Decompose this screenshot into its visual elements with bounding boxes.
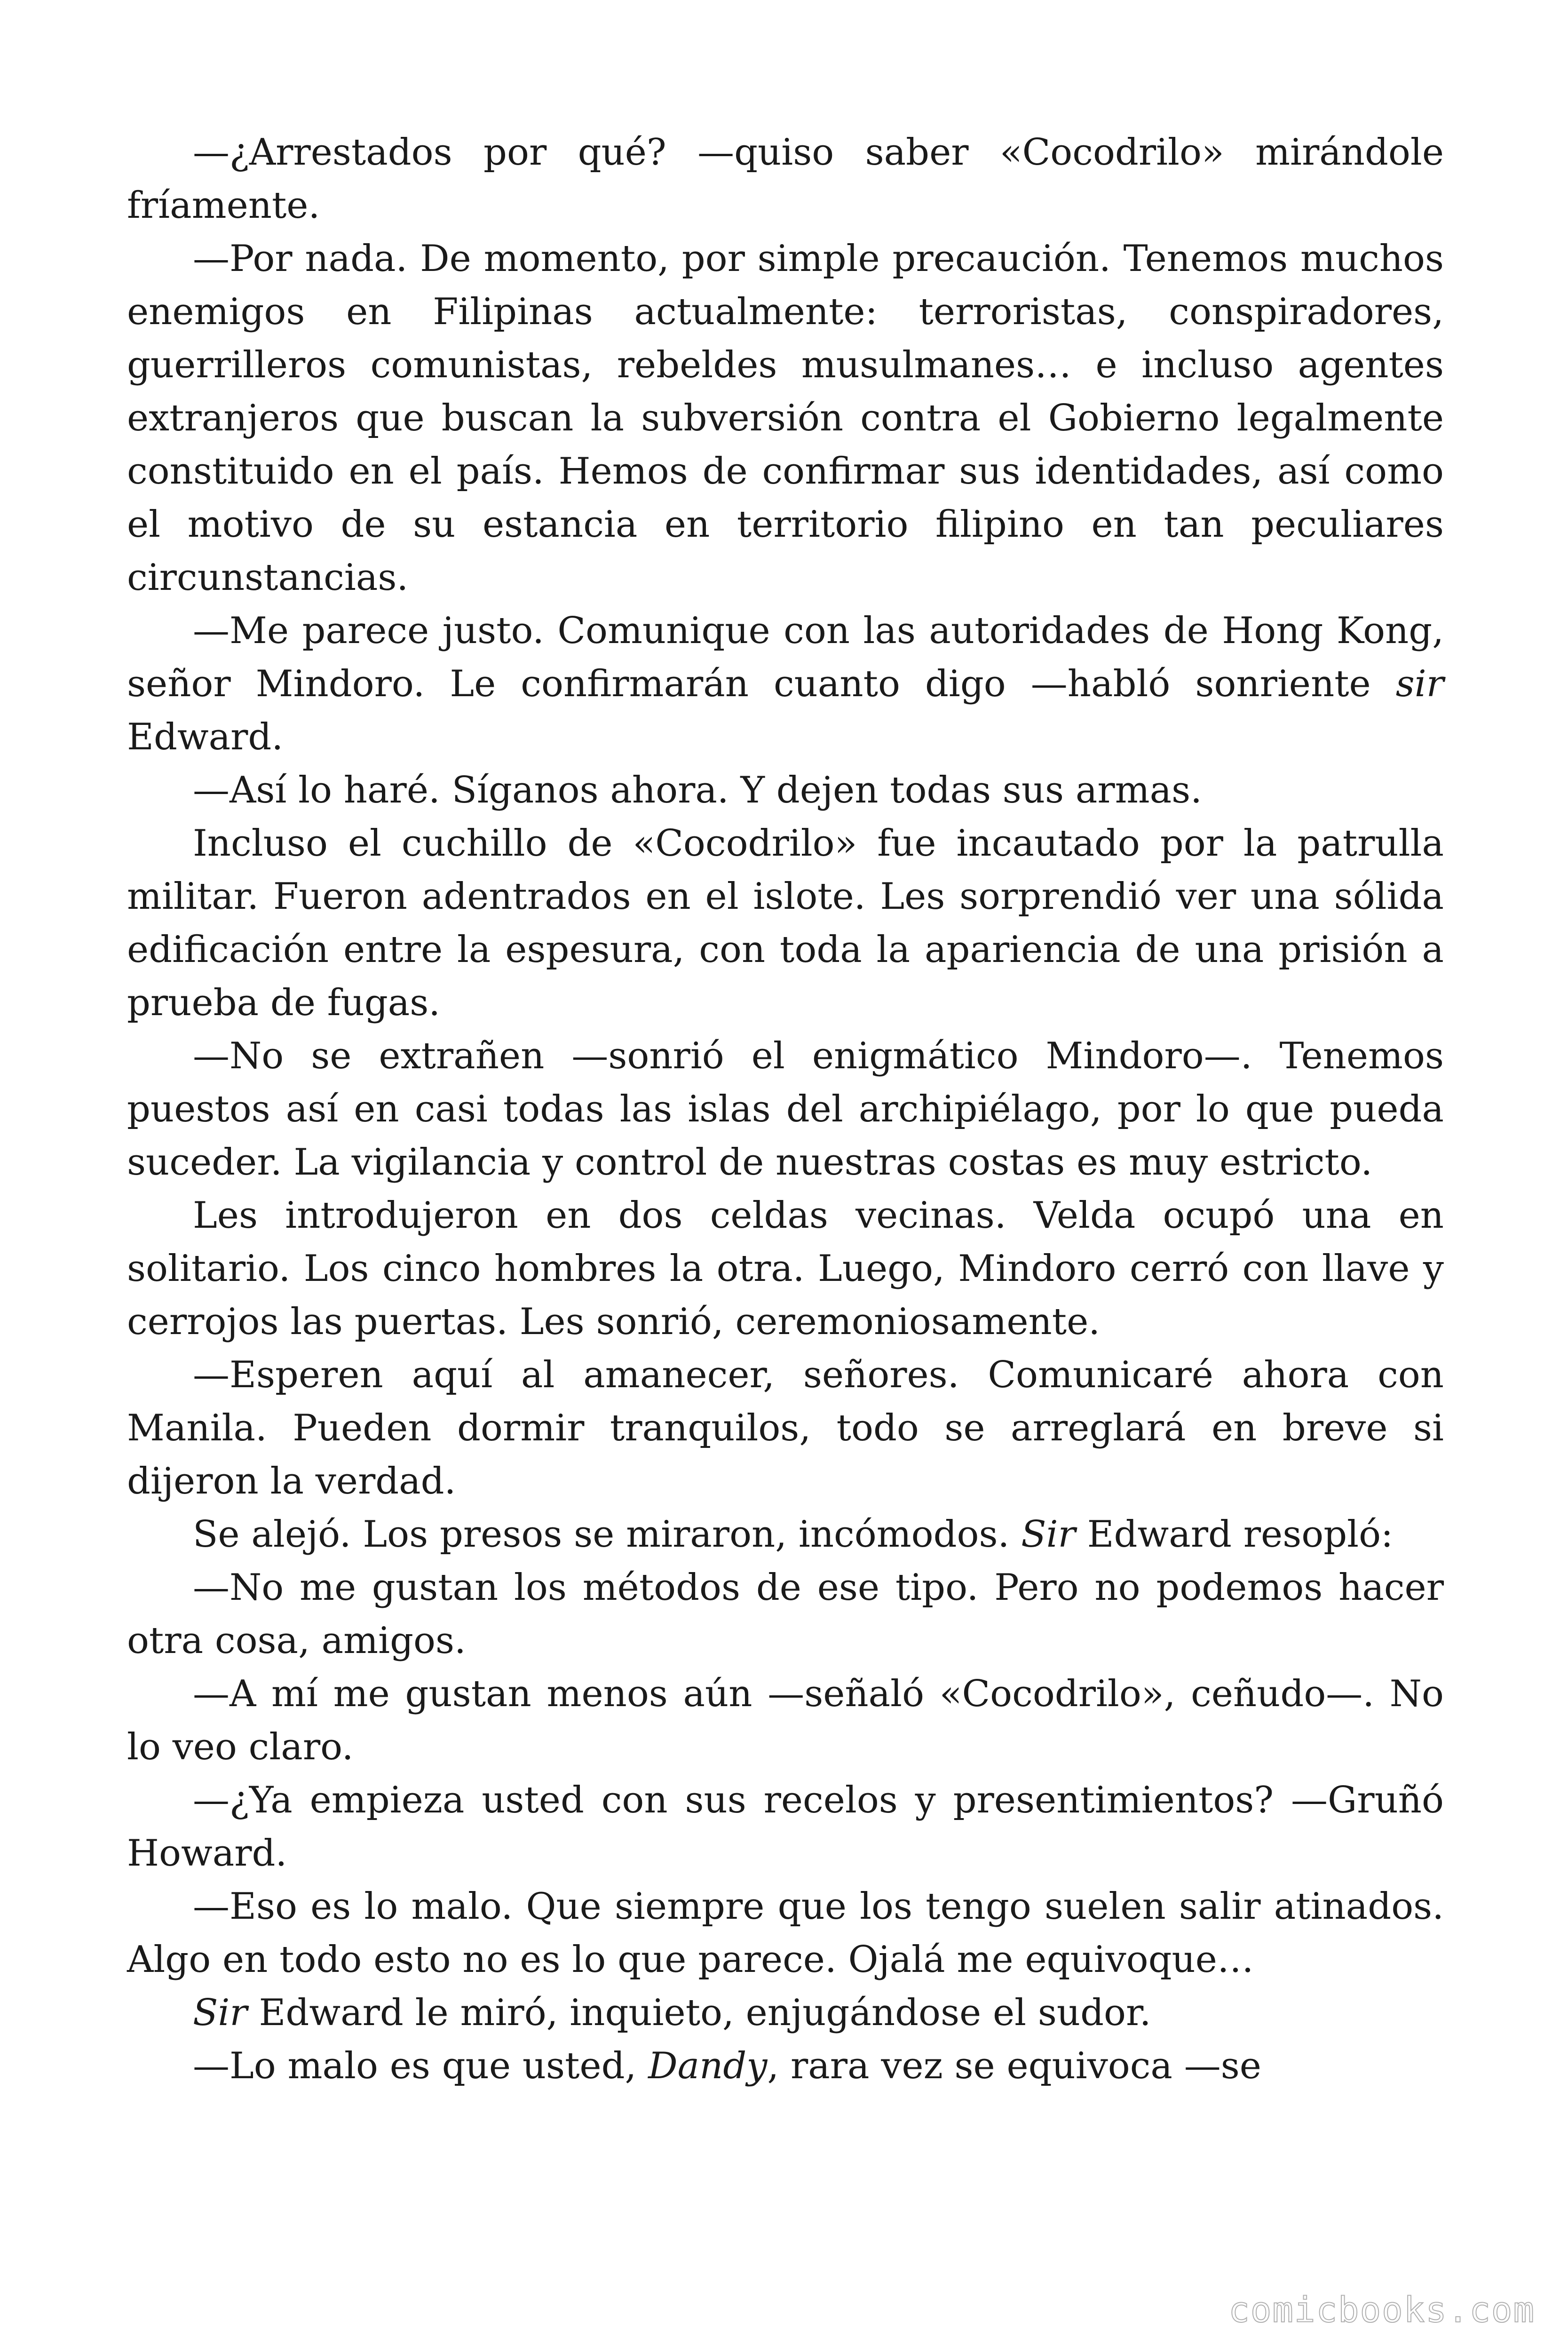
paragraph — [127, 604, 1444, 764]
text-run: —¿Arrestados por qué? —quiso saber «Cocodrilo» mirándole fríamente. — [127, 131, 1444, 227]
text-run: —Lo malo es que usted, — [193, 2045, 649, 2087]
italic-text: Sir — [1021, 1513, 1076, 1556]
italic-text: Sir — [193, 1992, 247, 2034]
text-run: —Así lo haré. Síganos ahora. Y dejen todas sus armas. — [193, 769, 1202, 811]
paragraph — [127, 1030, 1444, 1189]
paragraph — [127, 232, 1444, 604]
text-run: —Por nada. De momento, por simple precaución. Tenemos muchos enemigos en Filipinas actualmente: terroristas, conspiradores, guerrilleros comunistas, rebeldes musulmanes… e incluso agentes extranjeros que buscan la subversión contra el Gobierno legalmente constituido en el país. Hemos de confirmar sus identidades, así como el motivo de su estancia en territorio filipino en tan peculiares circunstancias. — [127, 238, 1444, 599]
text-run: Edward le miró, inquieto, enjugándose el sudor. — [247, 1992, 1151, 2034]
text-run: —No me gustan los métodos de ese tipo. Pero no podemos hacer otra cosa, amigos. — [127, 1566, 1444, 1662]
text-run: Se alejó. Los presos se miraron, incómodos. — [193, 1513, 1022, 1556]
text-run: —A mí me gustan menos aún —señaló «Cocodrilo», ceñudo—. No lo veo claro. — [127, 1673, 1444, 1768]
text-run: —No se extrañen —sonrió el enigmático Mindoro—. Tenemos puestos así en casi todas las islas del archipiélago, por lo que pueda suceder. La vigilancia y control de nuestras costas es muy estricto. — [127, 1035, 1444, 1184]
paragraph — [127, 2040, 1444, 2093]
paragraph — [127, 1561, 1444, 1668]
text-run: Les introdujeron en dos celdas vecinas. Velda ocupó una en solitario. Los cinco hombres la otra. Luego, Mindoro cerró con llave y cerrojos las puertas. Les sonrió, ceremoniosamente. — [127, 1194, 1444, 1343]
italic-text: Dandy — [648, 2045, 768, 2087]
paragraph — [127, 764, 1444, 817]
page-body — [127, 126, 1444, 2093]
text-run: Edward resopló: — [1075, 1513, 1394, 1556]
text-run: —Me parece justo. Comunique con las autoridades de Hong Kong, señor Mindoro. Le confirmarán cuanto digo —habló sonriente — [127, 610, 1444, 705]
paragraph — [127, 1189, 1444, 1349]
paragraph — [127, 1880, 1444, 1986]
paragraph — [127, 1986, 1444, 2040]
text-run: —Esperen aquí al amanecer, señores. Comunicaré ahora con Manila. Pueden dormir tranquilos, todo se arreglará en breve si dijeron la verdad. — [127, 1354, 1444, 1502]
italic-text: sir — [1395, 663, 1444, 705]
text-run: Incluso el cuchillo de «Cocodrilo» fue incautado por la patrulla militar. Fueron adentrados en el islote. Les sorprendió ver una sólida edificación entre la espesura, con toda la apariencia de una prisión a prueba de fugas. — [127, 822, 1444, 1024]
paragraph — [127, 1349, 1444, 1508]
text-run: Edward. — [127, 716, 284, 758]
paragraph — [127, 1668, 1444, 1774]
text-run: , rara vez se equivoca —se — [767, 2045, 1261, 2087]
text-run: —¿Ya empieza usted con sus recelos y presentimientos? —Gruñó Howard. — [127, 1779, 1444, 1875]
paragraph — [127, 1774, 1444, 1880]
paragraph — [127, 126, 1444, 232]
paragraph — [127, 1508, 1444, 1561]
paragraph — [127, 817, 1444, 1030]
watermark: comicbooks.com — [1228, 2290, 1535, 2330]
text-run: —Eso es lo malo. Que siempre que los tengo suelen salir atinados. Algo en todo esto no es lo que parece. Ojalá me equivoque… — [127, 1885, 1444, 1981]
